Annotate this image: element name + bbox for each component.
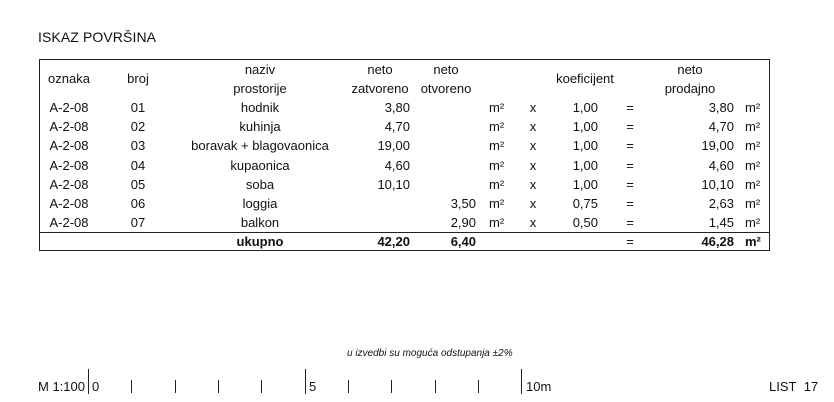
cell-naziv: loggia (242, 196, 278, 211)
cell-koeficijent: 1,00 (572, 119, 598, 135)
cell-koeficijent: 1,00 (572, 100, 598, 115)
cell-unit: m² (745, 100, 761, 115)
cell-multiply: x (529, 196, 537, 211)
cell-equals: = (626, 138, 634, 154)
header-zatvoreno-line2: zatvoreno (351, 81, 409, 96)
cell-unit: m² (745, 119, 761, 135)
cell-unit: m² (745, 176, 761, 192)
scale-minor-tick (175, 380, 176, 393)
cell-unit: m² (489, 215, 505, 231)
scale-major-tick (305, 369, 306, 394)
cell-prodajno: 4,70 (708, 119, 734, 135)
cell-unit: m² (489, 196, 505, 211)
cell-unit: m² (489, 176, 505, 192)
cell-broj: 06 (130, 196, 146, 211)
cell-naziv: kuhinja (239, 119, 281, 135)
header-naziv-line1: naziv (244, 62, 276, 77)
cell-multiply: x (529, 119, 537, 135)
tolerance-note: u izvedbi su moguća odstupanja ±2% (347, 348, 513, 359)
cell-koeficijent: 0,75 (572, 196, 598, 211)
cell-oznaka: A-2-08 (49, 100, 89, 115)
scale-major-tick (521, 369, 522, 394)
cell-prodajno: 10,10 (701, 176, 734, 192)
cell-otvoreno: 2,90 (450, 215, 476, 231)
cell-broj: 01 (130, 100, 146, 115)
scale-minor-tick (218, 380, 219, 393)
cell-broj: 07 (130, 215, 146, 231)
header-zatvoreno-line1: neto (367, 62, 393, 77)
cell-koeficijent: 1,00 (572, 138, 598, 154)
cell-zatvoreno: 4,60 (384, 157, 410, 173)
cell-prodajno: 2,63 (708, 196, 734, 211)
cell-unit: m² (489, 119, 505, 135)
cell-equals: = (626, 157, 634, 173)
header-otvoreno-line1: neto (433, 62, 459, 77)
header-broj: broj (127, 71, 149, 86)
scale-major-tick (88, 369, 89, 394)
cell-multiply: x (529, 215, 537, 231)
cell-broj: 03 (130, 138, 146, 154)
cell-oznaka: A-2-08 (49, 138, 89, 154)
scale-minor-tick (261, 380, 262, 393)
cell-koeficijent: 1,00 (572, 157, 598, 173)
cell-naziv: hodnik (240, 100, 280, 115)
cell-prodajno: 19,00 (701, 138, 734, 154)
total-zatvoreno: 42,20 (377, 234, 410, 249)
total-unit: m² (745, 234, 761, 249)
total-otvoreno: 6,40 (450, 234, 476, 249)
cell-broj: 02 (130, 119, 146, 135)
scale-minor-tick (391, 380, 392, 393)
cell-naziv: balkon (240, 215, 280, 231)
scale-minor-tick (348, 380, 349, 393)
cell-oznaka: A-2-08 (49, 215, 89, 231)
cell-unit: m² (745, 157, 761, 173)
cell-naziv: kupaonica (230, 157, 290, 173)
cell-prodajno: 1,45 (708, 215, 734, 231)
cell-zatvoreno: 10,10 (377, 176, 410, 192)
cell-naziv: soba (245, 176, 275, 192)
cell-koeficijent: 0,50 (572, 215, 598, 231)
total-equals: = (626, 234, 634, 249)
sheet-number (769, 379, 818, 394)
cell-oznaka: A-2-08 (49, 176, 89, 192)
cell-unit: m² (745, 215, 761, 231)
cell-equals: = (626, 196, 634, 211)
cell-zatvoreno: 3,80 (384, 100, 410, 115)
scale-minor-tick (478, 380, 479, 393)
scale-minor-tick (435, 380, 436, 393)
cell-unit: m² (489, 138, 505, 154)
header-otvoreno-line2: otvoreno (420, 81, 472, 96)
area-table (39, 59, 770, 251)
cell-multiply: x (529, 100, 537, 115)
scale-label: M 1:100 (38, 379, 85, 394)
cell-zatvoreno: 19,00 (377, 138, 410, 154)
header-naziv-line2: prostorije (233, 81, 287, 96)
header-prodajno-line2: prodajno (664, 81, 716, 96)
header-koeficijent: koeficijent (556, 71, 614, 86)
cell-equals: = (626, 215, 634, 231)
cell-prodajno: 4,60 (708, 157, 734, 173)
cell-zatvoreno: 4,70 (384, 119, 410, 135)
cell-unit: m² (745, 138, 761, 154)
sheet-label: LIST (769, 379, 797, 394)
cell-unit: m² (489, 100, 505, 115)
cell-unit: m² (489, 157, 505, 173)
cell-equals: = (626, 176, 634, 192)
cell-multiply: x (529, 176, 537, 192)
cell-equals: = (626, 119, 634, 135)
cell-oznaka: A-2-08 (49, 119, 89, 135)
sheet-value: 17 (803, 379, 819, 394)
cell-equals: = (626, 100, 634, 115)
header-prodajno-line1: neto (677, 62, 703, 77)
total-label: ukupno (236, 234, 284, 249)
cell-oznaka: A-2-08 (49, 157, 89, 173)
cell-naziv: boravak + blagovaonica (191, 138, 329, 154)
cell-koeficijent: 1,00 (572, 176, 598, 192)
header-oznaka: oznaka (48, 71, 90, 86)
cell-otvoreno: 3,50 (450, 196, 476, 211)
cell-prodajno: 3,80 (708, 100, 734, 115)
scale-end: 10m (526, 379, 552, 394)
cell-unit: m² (745, 196, 761, 211)
scale-mid: 5 (309, 379, 317, 394)
page-title: ISKAZ POVRŠINA (38, 29, 157, 45)
cell-multiply: x (529, 157, 537, 173)
cell-oznaka: A-2-08 (49, 196, 89, 211)
cell-multiply: x (529, 138, 537, 154)
scale-minor-tick (131, 380, 132, 393)
scale-start: 0 (92, 379, 100, 394)
total-prodajno: 46,28 (701, 234, 734, 249)
cell-broj: 05 (130, 176, 146, 192)
cell-broj: 04 (130, 157, 146, 173)
